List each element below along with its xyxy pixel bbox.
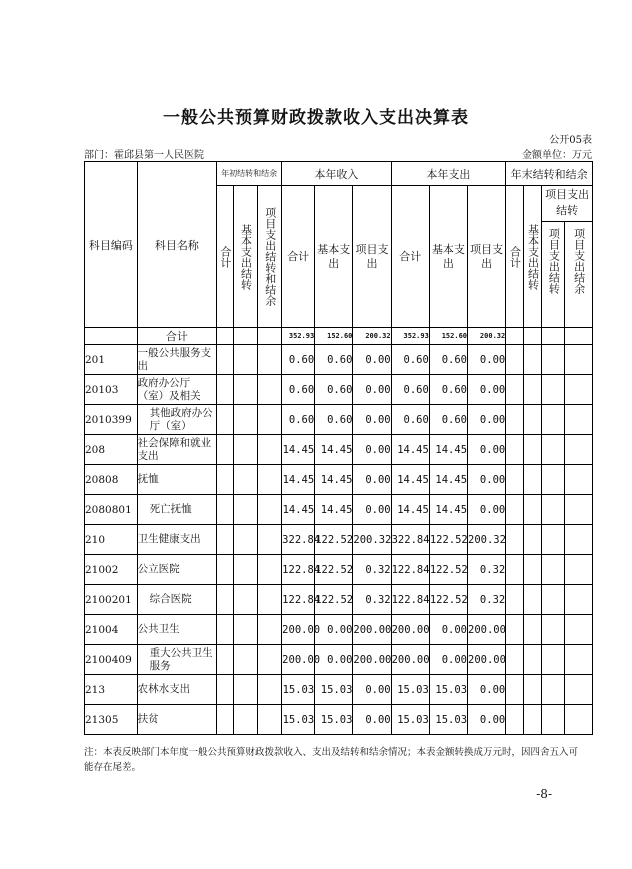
row-expense-basic: 122.52 [429, 585, 467, 615]
row-income-basic: 0.00 [315, 645, 353, 675]
row-begin-project [258, 495, 282, 525]
row-income-total: 0.60 [282, 345, 315, 375]
row-begin-basic [233, 585, 258, 615]
expense-project-header: 项目支出 [468, 186, 506, 328]
row-begin-total [217, 495, 234, 525]
row-income-basic: 15.03 [315, 675, 353, 705]
row-begin-project [258, 465, 282, 495]
table-row [85, 375, 593, 405]
table-row [85, 525, 593, 555]
row-begin-project [258, 345, 282, 375]
row-income-project: 200.32 [353, 525, 391, 555]
row-end-basic [523, 585, 542, 615]
row-expense-basic: 14.45 [429, 465, 467, 495]
row-name: 农林水支出 [137, 675, 217, 705]
row-code: 210 [85, 525, 138, 555]
row-expense-total: 0.60 [391, 345, 429, 375]
row-code: 20808 [85, 465, 138, 495]
total-exp-project: 200.32 [468, 328, 506, 345]
row-expense-total: 122.84 [391, 585, 429, 615]
row-begin-basic [233, 645, 258, 675]
table-row [85, 675, 593, 705]
row-end-basic [523, 405, 542, 435]
row-income-total: 122.84 [282, 555, 315, 585]
total-inc-project: 200.32 [353, 328, 391, 345]
row-expense-project: 200.00 [468, 615, 506, 645]
row-expense-total: 0.60 [391, 375, 429, 405]
expense-basic-header: 基本支出 [429, 186, 467, 328]
row-income-basic: 0.60 [315, 345, 353, 375]
row-income-total: 15.03 [282, 705, 315, 735]
row-expense-project: 0.00 [468, 465, 506, 495]
row-end-project-transfer [542, 495, 565, 525]
row-end-project-surplus [565, 615, 593, 645]
row-begin-project [258, 375, 282, 405]
begin-basic-header: 基本支出结转 [233, 186, 258, 328]
row-income-project: 0.00 [353, 495, 391, 525]
row-end-project-surplus [565, 345, 593, 375]
row-code: 20103 [85, 375, 138, 405]
row-income-project: 0.32 [353, 555, 391, 585]
row-code: 208 [85, 435, 138, 465]
total-row [85, 328, 593, 345]
row-begin-total [217, 345, 234, 375]
row-income-project: 0.00 [353, 465, 391, 495]
row-expense-project: 0.00 [468, 705, 506, 735]
row-name: 社会保障和就业支出 [137, 435, 217, 465]
row-expense-total: 322.84 [391, 525, 429, 555]
row-begin-project [258, 555, 282, 585]
begin-total-header: 合计 [217, 186, 234, 328]
row-expense-project: 0.32 [468, 555, 506, 585]
row-begin-total [217, 405, 234, 435]
row-income-basic: 14.45 [315, 465, 353, 495]
row-expense-project: 200.00 [468, 645, 506, 675]
row-end-basic [523, 435, 542, 465]
row-end-total [506, 345, 524, 375]
row-expense-total: 14.45 [391, 435, 429, 465]
row-end-project-transfer [542, 705, 565, 735]
row-expense-total: 200.00 [391, 645, 429, 675]
row-expense-total: 14.45 [391, 495, 429, 525]
row-expense-total: 14.45 [391, 465, 429, 495]
table-row [85, 555, 593, 585]
row-end-total [506, 645, 524, 675]
end-total-header: 合计 [506, 186, 524, 328]
row-expense-project: 0.00 [468, 495, 506, 525]
row-income-project: 0.32 [353, 585, 391, 615]
row-end-project-transfer [542, 375, 565, 405]
row-name: 扶贫 [137, 705, 217, 735]
row-name: 死亡抚恤 [137, 495, 217, 525]
footnote: 注：本表反映部门本年度一般公共预算财政拨款收入、支出及结转和结余情况；本表金额转换成万元时，因四舍五入可能存在尾差。 [84, 747, 579, 773]
row-end-project-surplus [565, 645, 593, 675]
row-begin-project [258, 705, 282, 735]
row-code: 213 [85, 675, 138, 705]
row-name: 政府办公厅（室）及相关 [137, 375, 217, 405]
row-begin-total [217, 555, 234, 585]
row-expense-basic: 15.03 [429, 705, 467, 735]
row-expense-basic: 122.52 [429, 525, 467, 555]
end-project-header [542, 186, 593, 328]
row-expense-basic: 14.45 [429, 435, 467, 465]
row-end-project-transfer [542, 435, 565, 465]
row-name: 公立医院 [137, 555, 217, 585]
row-end-total [506, 555, 524, 585]
row-code: 201 [85, 345, 138, 375]
row-expense-project: 200.32 [468, 525, 506, 555]
col-code-header: 科目编码 [85, 162, 138, 328]
row-expense-basic: 14.45 [429, 495, 467, 525]
row-expense-basic: 0.60 [429, 405, 467, 435]
row-expense-project: 0.32 [468, 585, 506, 615]
row-begin-basic [233, 345, 258, 375]
row-end-basic [523, 555, 542, 585]
page-number: -8- [536, 787, 552, 801]
row-income-basic: 0.60 [315, 405, 353, 435]
row-income-total: 122.84 [282, 585, 315, 615]
row-income-total: 200.00 [282, 615, 315, 645]
row-code: 2100201 [85, 585, 138, 615]
row-code: 2010399 [85, 405, 138, 435]
expense-total-header: 合计 [391, 186, 429, 328]
col-name-header: 科目名称 [137, 162, 217, 328]
row-end-project-transfer [542, 645, 565, 675]
row-end-basic [523, 645, 542, 675]
row-begin-basic [233, 465, 258, 495]
row-expense-basic: 122.52 [429, 555, 467, 585]
row-income-total: 322.84 [282, 525, 315, 555]
department-label: 部门：霍邱县第一人民医院 [84, 150, 204, 161]
row-income-basic: 0.00 [315, 615, 353, 645]
row-end-project-surplus [565, 405, 593, 435]
row-end-project-transfer [542, 585, 565, 615]
total-code-cell [85, 328, 138, 345]
row-end-total [506, 375, 524, 405]
row-end-project-transfer [542, 465, 565, 495]
row-end-project-transfer [542, 615, 565, 645]
row-end-project-surplus [565, 375, 593, 405]
row-end-project-transfer [542, 525, 565, 555]
row-begin-total [217, 435, 234, 465]
row-end-total [506, 675, 524, 705]
row-code: 21004 [85, 615, 138, 645]
begin-project-header: 项目支出结转和结余 [258, 186, 282, 328]
row-begin-project [258, 435, 282, 465]
row-income-basic: 122.52 [315, 585, 353, 615]
row-income-basic: 14.45 [315, 435, 353, 465]
total-exp-basic: 152.60 [429, 328, 467, 345]
row-end-project-surplus [565, 675, 593, 705]
row-expense-project: 0.00 [468, 435, 506, 465]
unit-label: 金额单位：万元 [522, 150, 592, 161]
income-project-header: 项目支出 [353, 186, 391, 328]
row-expense-total: 15.03 [391, 705, 429, 735]
row-expense-project: 0.00 [468, 345, 506, 375]
row-income-project: 200.00 [353, 645, 391, 675]
row-end-total [506, 615, 524, 645]
row-begin-total [217, 645, 234, 675]
row-name: 抚恤 [137, 465, 217, 495]
row-end-project-surplus [565, 465, 593, 495]
row-expense-total: 0.60 [391, 405, 429, 435]
group-income-header: 本年收入 [282, 162, 391, 186]
row-begin-project [258, 675, 282, 705]
row-end-total [506, 495, 524, 525]
row-end-basic [523, 375, 542, 405]
row-begin-basic [233, 405, 258, 435]
row-name: 一般公共服务支出 [137, 345, 217, 375]
row-begin-total [217, 465, 234, 495]
row-begin-total [217, 675, 234, 705]
row-begin-project [258, 645, 282, 675]
row-income-basic: 14.45 [315, 495, 353, 525]
row-end-total [506, 525, 524, 555]
row-expense-project: 0.00 [468, 375, 506, 405]
row-name: 其他政府办公厅（室） [137, 405, 217, 435]
row-name: 公共卫生 [137, 615, 217, 645]
row-end-total [506, 705, 524, 735]
row-begin-total [217, 705, 234, 735]
row-begin-project [258, 585, 282, 615]
row-expense-basic: 15.03 [429, 675, 467, 705]
income-basic-header: 基本支出 [315, 186, 353, 328]
row-begin-basic [233, 495, 258, 525]
row-income-basic: 122.52 [315, 555, 353, 585]
row-expense-basic: 0.00 [429, 615, 467, 645]
row-end-total [506, 435, 524, 465]
row-income-total: 14.45 [282, 435, 315, 465]
row-end-project-transfer [542, 555, 565, 585]
row-end-basic [523, 615, 542, 645]
row-expense-total: 15.03 [391, 675, 429, 705]
row-end-basic [523, 345, 542, 375]
row-expense-project: 0.00 [468, 675, 506, 705]
total-inc-basic: 152.60 [315, 328, 353, 345]
row-end-project-surplus [565, 525, 593, 555]
row-begin-basic [233, 675, 258, 705]
row-code: 21002 [85, 555, 138, 585]
table-row [85, 615, 593, 645]
form-number: 公开05表 [549, 135, 592, 146]
row-begin-project [258, 525, 282, 555]
row-end-basic [523, 525, 542, 555]
income-total-header: 合计 [282, 186, 315, 328]
row-code: 21305 [85, 705, 138, 735]
row-begin-basic [233, 435, 258, 465]
row-end-basic [523, 465, 542, 495]
total-exp-total: 352.93 [391, 328, 429, 345]
row-begin-total [217, 525, 234, 555]
row-expense-total: 200.00 [391, 615, 429, 645]
row-begin-basic [233, 525, 258, 555]
row-income-project: 0.00 [353, 705, 391, 735]
row-income-total: 0.60 [282, 405, 315, 435]
row-begin-total [217, 375, 234, 405]
row-begin-basic [233, 705, 258, 735]
total-label: 合计 [137, 328, 217, 345]
row-income-basic: 15.03 [315, 705, 353, 735]
row-begin-project [258, 615, 282, 645]
row-income-basic: 122.52 [315, 525, 353, 555]
row-code: 2080801 [85, 495, 138, 525]
row-income-total: 14.45 [282, 495, 315, 525]
table-row [85, 465, 593, 495]
row-end-basic [523, 495, 542, 525]
row-income-project: 0.00 [353, 375, 391, 405]
row-income-project: 0.00 [353, 435, 391, 465]
table-row [85, 405, 593, 435]
row-name: 重大公共卫生服务 [137, 645, 217, 675]
row-name: 综合医院 [137, 585, 217, 615]
table-row [85, 435, 593, 465]
row-end-project-transfer [542, 675, 565, 705]
row-income-total: 14.45 [282, 465, 315, 495]
end-basic-header: 基本支出结转 [523, 186, 542, 328]
row-begin-project [258, 405, 282, 435]
table-row [85, 585, 593, 615]
row-end-total [506, 465, 524, 495]
end-project-transfer-header: 项目支出结转 [542, 222, 565, 327]
row-begin-total [217, 585, 234, 615]
row-end-total [506, 585, 524, 615]
end-project-surplus-header: 项目支出结余 [572, 228, 586, 294]
row-end-project-surplus [565, 585, 593, 615]
end-project-group-label: 项目支出结转 [542, 186, 592, 222]
row-income-total: 200.00 [282, 645, 315, 675]
row-end-project-surplus [565, 495, 593, 525]
row-expense-total: 122.84 [391, 555, 429, 585]
row-end-project-surplus [565, 705, 593, 735]
group-expense-header: 本年支出 [391, 162, 506, 186]
row-begin-total [217, 615, 234, 645]
row-expense-basic: 0.60 [429, 375, 467, 405]
row-income-project: 0.00 [353, 345, 391, 375]
row-income-project: 0.00 [353, 675, 391, 705]
row-expense-basic: 0.60 [429, 345, 467, 375]
row-end-total [506, 405, 524, 435]
row-expense-project: 0.00 [468, 405, 506, 435]
row-expense-basic: 0.00 [429, 645, 467, 675]
row-end-project-surplus [565, 555, 593, 585]
row-end-basic [523, 705, 542, 735]
row-name: 卫生健康支出 [137, 525, 217, 555]
row-end-basic [523, 675, 542, 705]
table-row [85, 645, 593, 675]
header-row-1 [85, 162, 593, 186]
row-begin-basic [233, 555, 258, 585]
group-end-header: 年末结转和结余 [506, 162, 593, 186]
row-income-project: 200.00 [353, 615, 391, 645]
row-code: 2100409 [85, 645, 138, 675]
row-income-project: 0.00 [353, 405, 391, 435]
row-income-total: 15.03 [282, 675, 315, 705]
table-row [85, 705, 593, 735]
budget-table [84, 161, 593, 735]
row-income-total: 0.60 [282, 375, 315, 405]
table-row [85, 495, 593, 525]
table-row [85, 345, 593, 375]
row-end-project-transfer [542, 405, 565, 435]
row-begin-basic [233, 375, 258, 405]
row-end-project-surplus [565, 435, 593, 465]
group-begin-header: 年初结转和结余 [217, 162, 282, 186]
total-inc-total: 352.93 [282, 328, 315, 345]
row-income-basic: 0.60 [315, 375, 353, 405]
page-title: 一般公共预算财政拨款收入支出决算表 [163, 108, 469, 128]
row-end-project-transfer [542, 345, 565, 375]
row-begin-basic [233, 615, 258, 645]
